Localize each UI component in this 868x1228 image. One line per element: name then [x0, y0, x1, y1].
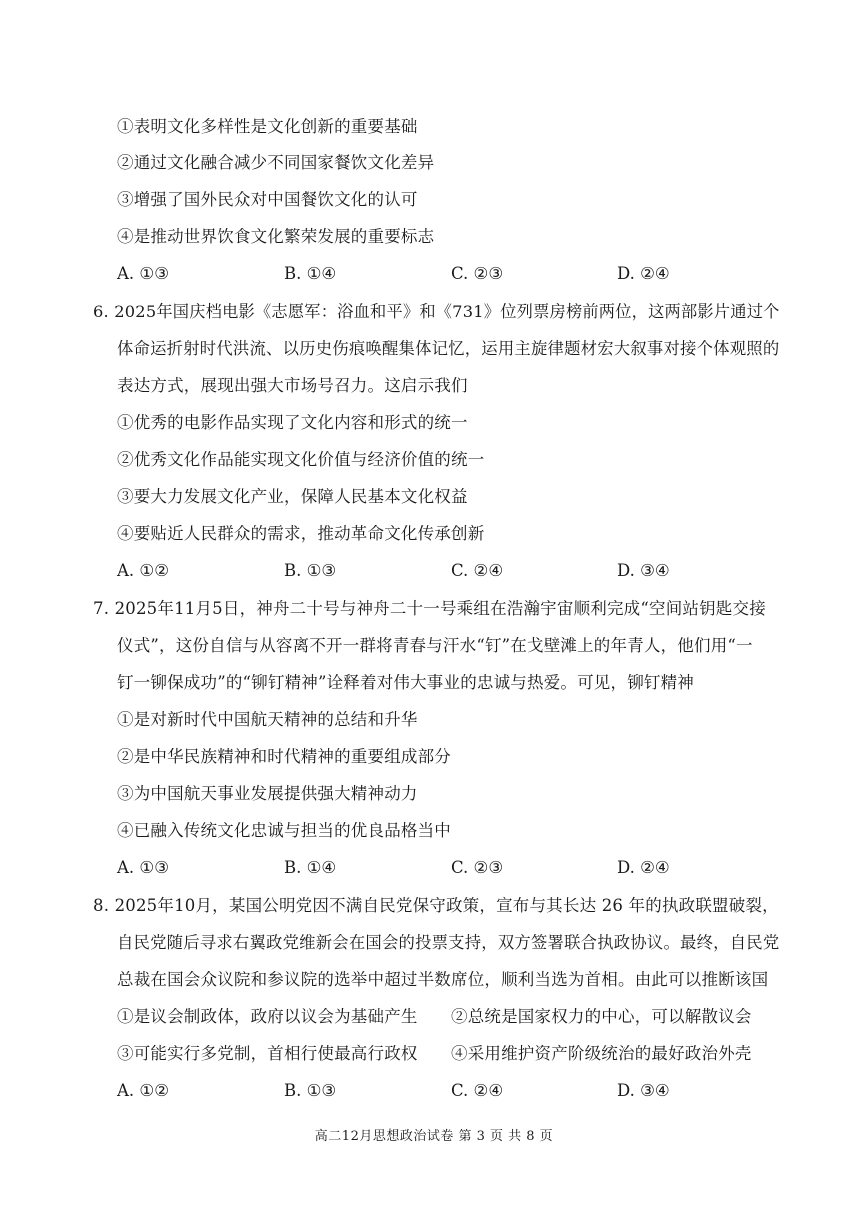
q8-statement-4: ④采用维护资产阶级统治的最好政治外壳 — [451, 1044, 752, 1063]
q7-stem-line-1: 7. 2025年11月5日，神舟二十号与神舟二十一号乘组在浩瀚宇宙顺利完成“空间站钥匙交接 — [93, 599, 766, 618]
q7-stem-line-3: 钉一铆保成功”的“铆钉精神”诠释着对伟大事业的忠诚与热爱。可见，铆钉精神 — [117, 673, 695, 692]
q7-statement-3: ③为中国航天事业发展提供强大精神动力 — [117, 784, 418, 803]
q6-option-b: B. ①③ — [284, 561, 337, 580]
q7-stem-line-2: 仪式”，这份自信与从容离不开一群将青春与汗水“钉”在戈壁滩上的年青人，他们用“一 — [117, 636, 753, 655]
q7-option-d: D. ②④ — [617, 858, 670, 877]
q5-option-a: A. ①③ — [117, 264, 169, 283]
q6-statement-4: ④要贴近人民群众的需求，推动革命文化传承创新 — [117, 524, 485, 543]
q8-stem-line-1: 8. 2025年10月，某国公明党因不满自民党保守政策，宣布与其长达 26 年的执政联盟破裂， — [93, 896, 779, 915]
q6-option-d: D. ③④ — [617, 561, 670, 580]
q8-statement-3: ③可能实行多党制，首相行使最高行政权 — [117, 1044, 418, 1063]
q8-stem-line-3: 总裁在国会众议院和参议院的选举中超过半数席位，顺利当选为首相。由此可以推断该国 — [117, 970, 769, 989]
q7-option-a: A. ①③ — [117, 858, 169, 877]
q7-option-c: C. ②③ — [451, 858, 504, 877]
q8-option-d: D. ③④ — [617, 1081, 670, 1100]
q7-option-b: B. ①④ — [284, 858, 337, 877]
q5-statement-3: ③增强了国外民众对中国餐饮文化的认可 — [117, 190, 418, 209]
q7-statement-4: ④已融入传统文化忠诚与担当的优良品格当中 — [117, 821, 451, 840]
q6-stem-line-3: 表达方式，展现出强大市场号召力。这启示我们 — [117, 376, 468, 395]
q6-option-a: A. ①② — [117, 561, 169, 580]
page-footer: 高二12月思想政治试卷 第 3 页 共 8 页 — [314, 1129, 554, 1144]
q6-stem-line-2: 体命运折射时代洪流、以历史伤痕唤醒集体记忆，运用主旋律题材宏大叙事对接个体观照的 — [117, 339, 780, 358]
q8-option-b: B. ①③ — [284, 1081, 337, 1100]
q8-option-c: C. ②④ — [451, 1081, 504, 1100]
q5-statement-1: ①表明文化多样性是文化创新的重要基础 — [117, 117, 418, 136]
q8-stem-line-2: 自民党随后寻求右翼政党维新会在国会的投票支持，双方签署联合执政协议。最终，自民党 — [117, 933, 780, 952]
q5-option-b: B. ①④ — [284, 264, 337, 283]
q6-stem-line-1: 6. 2025年国庆档电影《志愿军：浴血和平》和《731》位列票房榜前两位，这两部影片通过个 — [93, 302, 780, 321]
q6-statement-1: ①优秀的电影作品实现了文化内容和形式的统一 — [117, 413, 468, 432]
q5-option-c: C. ②③ — [451, 264, 504, 283]
q8-option-a: A. ①② — [117, 1081, 169, 1100]
q6-statement-2: ②优秀文化作品能实现文化价值与经济价值的统一 — [117, 450, 485, 469]
q7-statement-1: ①是对新时代中国航天精神的总结和升华 — [117, 710, 418, 729]
q5-option-d: D. ②④ — [617, 264, 670, 283]
q5-statement-2: ②通过文化融合减少不同国家餐饮文化差异 — [117, 153, 435, 172]
q6-option-c: C. ②④ — [451, 561, 504, 580]
q7-statement-2: ②是中华民族精神和时代精神的重要组成部分 — [117, 747, 451, 766]
q8-statement-2: ②总统是国家权力的中心，可以解散议会 — [451, 1007, 752, 1026]
q5-statement-4: ④是推动世界饮食文化繁荣发展的重要标志 — [117, 227, 435, 246]
q6-statement-3: ③要大力发展文化产业，保障人民基本文化权益 — [117, 487, 468, 506]
q8-statement-1: ①是议会制政体，政府以议会为基础产生 — [117, 1007, 418, 1026]
